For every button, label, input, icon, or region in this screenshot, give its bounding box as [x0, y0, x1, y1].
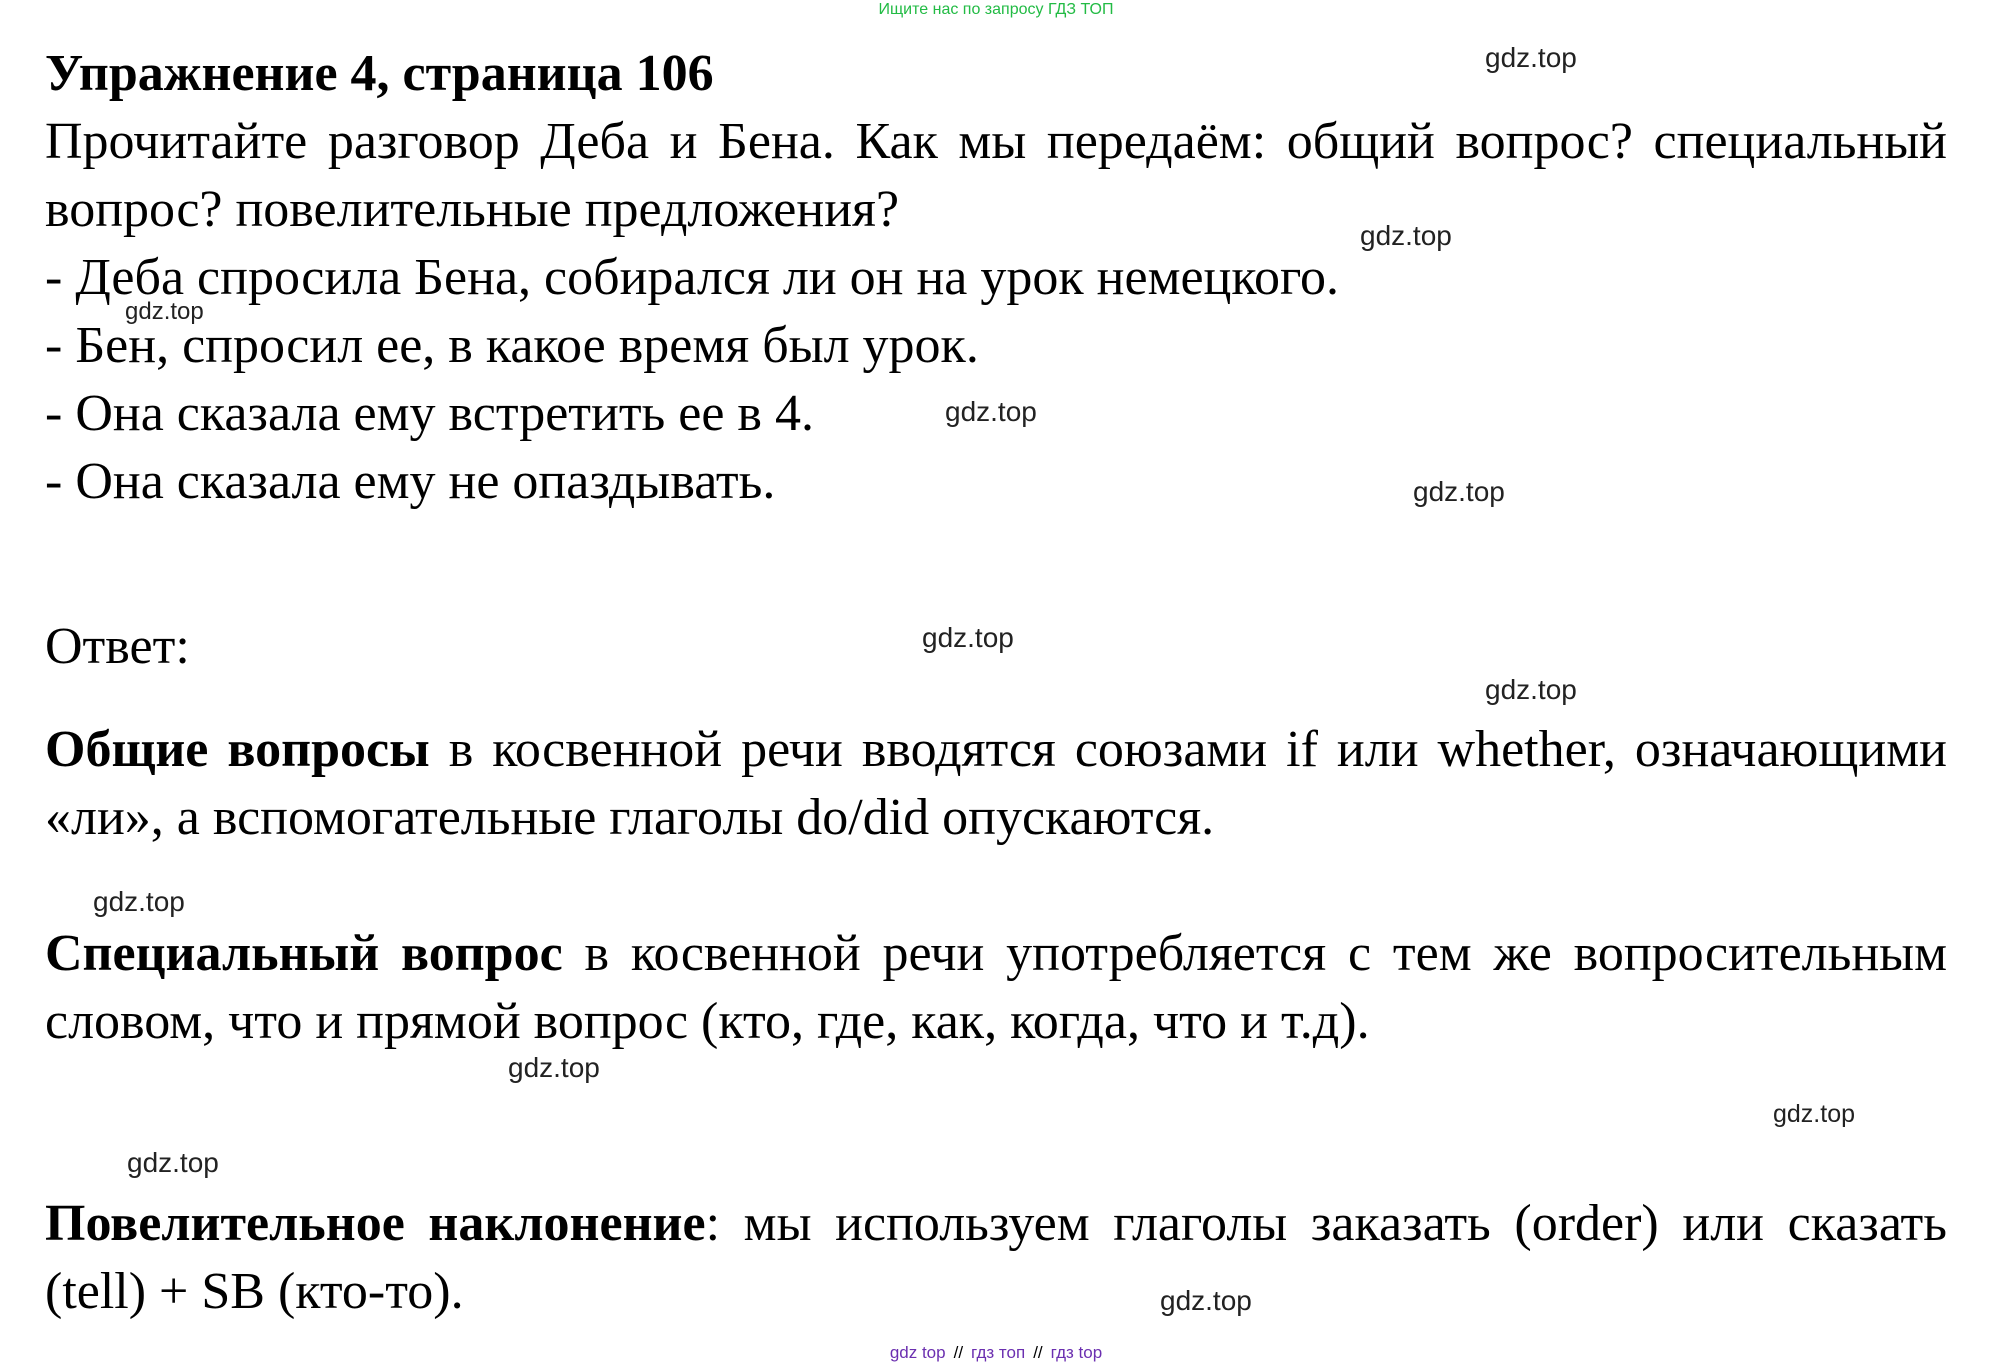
watermark: gdz.top	[1160, 1285, 1252, 1316]
watermark: gdz.top	[127, 1147, 219, 1178]
answer-imperative	[45, 1190, 1947, 1326]
answer-explanation: : мы используем глаголы заказать (order) или сказать (tell) + SB (кто-то).	[45, 1195, 1947, 1320]
answer-term: Повелительное наклонение	[45, 1195, 706, 1252]
bottom-banner-link[interactable]: гдз топ	[971, 1343, 1026, 1362]
answer-paragraph	[45, 920, 1947, 1056]
bottom-banner-separator: //	[1033, 1343, 1043, 1362]
watermark: gdz.top	[945, 396, 1037, 427]
dialogue-line-3: - Она сказала ему встретить ее в 4.	[45, 385, 814, 442]
watermark: gdz.top	[922, 622, 1014, 653]
watermark: gdz.top	[1485, 674, 1577, 705]
answer-special-question	[45, 920, 1947, 1056]
watermark: gdz.top	[508, 1052, 600, 1083]
watermark: gdz.top	[1413, 476, 1505, 507]
bottom-banner	[0, 1343, 1992, 1363]
watermark: gdz.top	[93, 886, 185, 917]
answer-explanation: в косвенной речи вводятся союзами if или whether, означающими «ли», а вспомогательные глаголы do/did опускаются.	[45, 721, 1947, 846]
answer-paragraph	[45, 1190, 1947, 1326]
watermark: gdz.top	[1360, 220, 1452, 251]
exercise-title: Упражнение 4, страница 106	[45, 45, 714, 102]
answer-general-questions	[45, 716, 1947, 852]
answer-term: Специальный вопрос	[45, 925, 563, 982]
task-text: Прочитайте разговор Деба и Бена. Как мы передаём: общий вопрос? специальный вопрос? повелительные предложения?	[45, 113, 1947, 238]
dialogue-line-1: - Деба спросила Бена, собирался ли он на урок немецкого.	[45, 249, 1340, 306]
answer-paragraph	[45, 716, 1947, 852]
bottom-banner-link[interactable]: гдз top	[1050, 1343, 1103, 1362]
dialogue-line-2: - Бен, спросил ее, в какое время был урок.	[45, 317, 979, 374]
top-banner: Ищите нас по запросу ГДЗ ТОП	[878, 1, 1114, 18]
watermark: gdz.top	[125, 298, 204, 325]
watermark: gdz.top	[1485, 42, 1577, 73]
answer-explanation: в косвенной речи употребляется с тем же вопросительным словом, что и прямой вопрос (кто, где, как, когда, что и т.д).	[45, 925, 1947, 1050]
bottom-banner-link[interactable]: gdz top	[889, 1343, 946, 1362]
answer-label: Ответ:	[45, 618, 190, 675]
answer-term: Общие вопросы	[45, 721, 430, 778]
watermark: gdz.top	[1773, 1100, 1856, 1128]
dialogue-line-4: - Она сказала ему не опаздывать.	[45, 453, 776, 510]
bottom-banner-separator: //	[953, 1343, 964, 1362]
